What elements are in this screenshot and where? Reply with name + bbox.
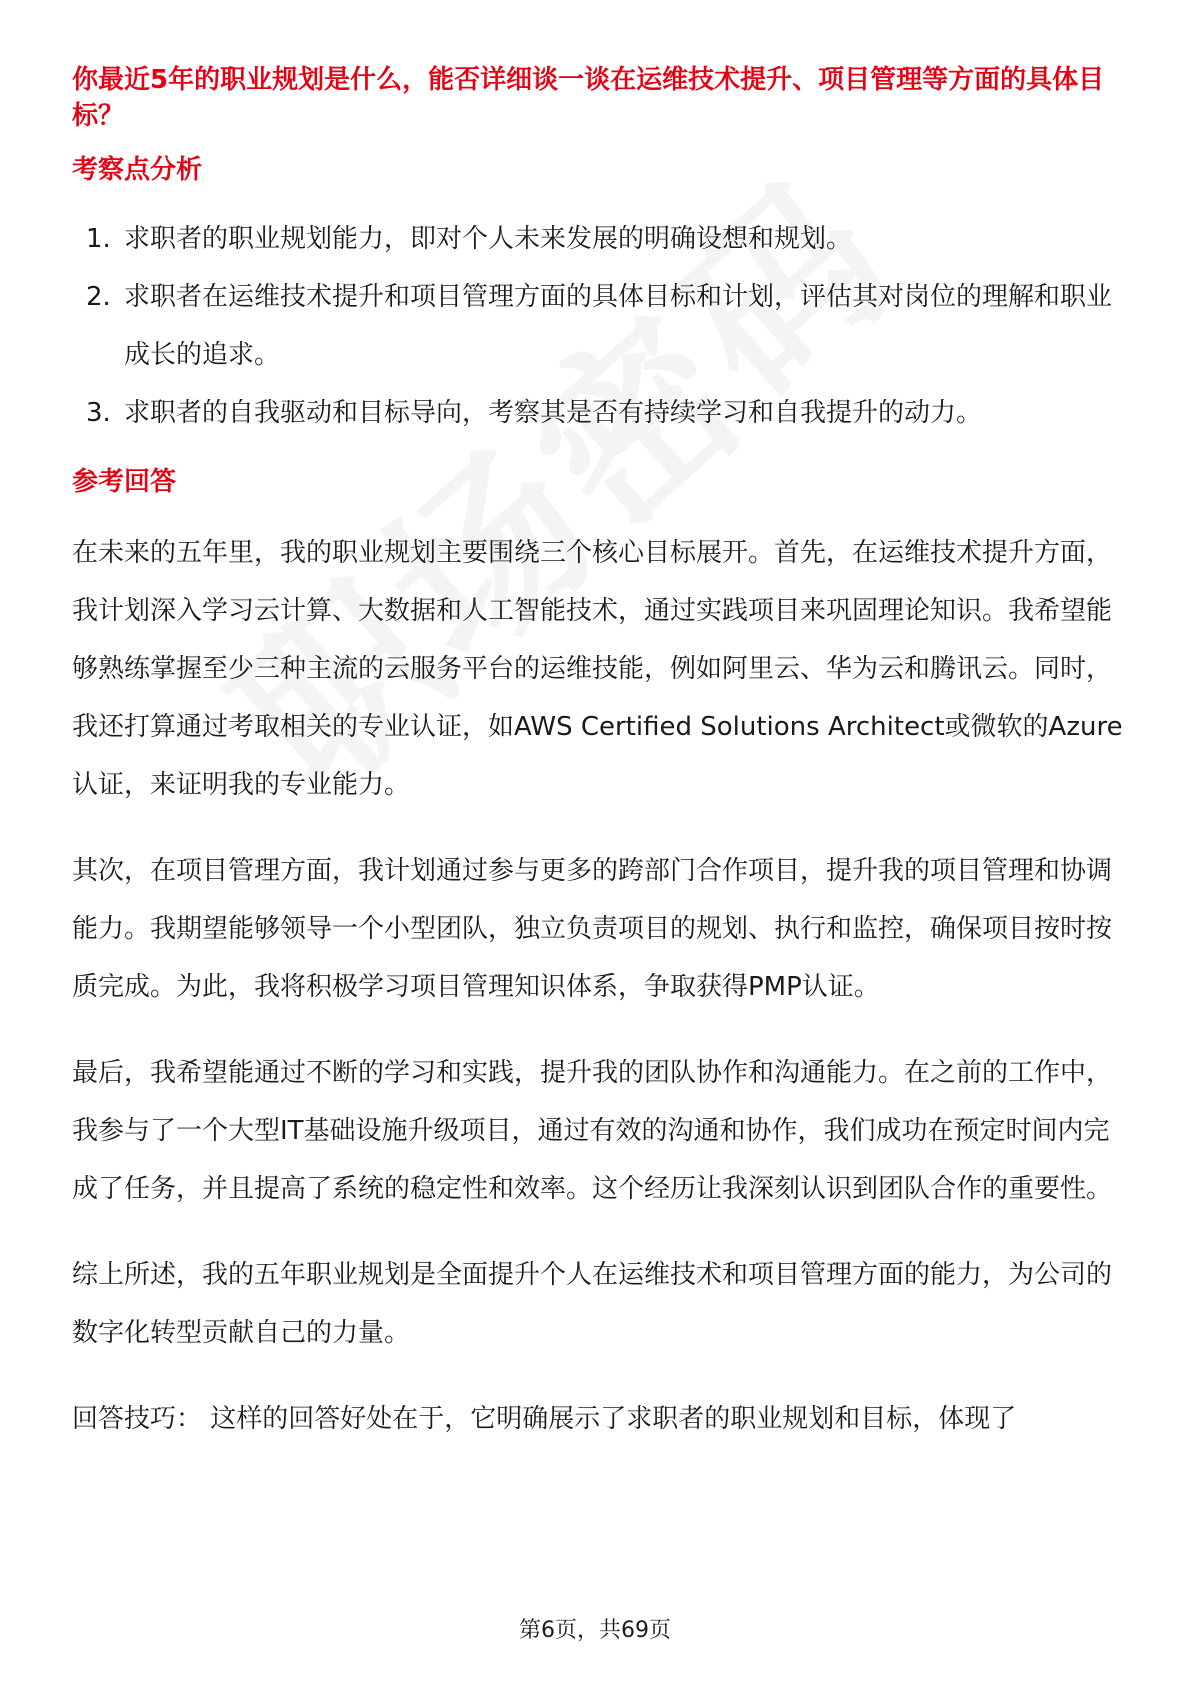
answer-paragraph: 其次，在项目管理方面，我计划通过参与更多的跨部门合作项目，提升我的项目管理和协调能力。我期望能够领导一个小型团队，独立负责项目的规划、执行和监控，确保项目按时按质完成。为此，我将积极学习项目管理知识体系，争取获得PMP认证。 [72, 856, 1113, 1002]
page-number: 第6页，共69页 [519, 1618, 671, 1643]
list-item-number: 2. [86, 282, 111, 312]
reference-title: 参考回答 [72, 467, 177, 497]
list-item-text: 求职者在运维技术提升和项目管理方面的具体目标和计划，评估其对岗位的理解和职业成长的追求。 [124, 282, 1113, 370]
answer-paragraph: 在未来的五年里，我的职业规划主要围绕三个核心目标展开。首先，在运维技术提升方面，我计划深入学习云计算、大数据和人工智能技术，通过实践项目来巩固理论知识。我希望能够熟练掌握至少三种主流的云服务平台的运维技能，例如阿里云、华为云和腾讯云。同时，我还打算通过考取相关的专业认证，如AWS Certified Solutions Architect或微软的Azure认证，来证明我的专业能力。 [72, 538, 1123, 800]
analysis-list [72, 210, 1132, 442]
list-item-text: 求职者的职业规划能力，即对个人未来发展的明确设想和规划。 [124, 224, 853, 254]
list-item-text: 求职者的自我驱动和目标导向，考察其是否有持续学习和自我提升的动力。 [124, 398, 983, 428]
list-item [72, 268, 1132, 384]
analysis-title: 考察点分析 [72, 155, 203, 185]
answer-paragraph: 综上所述，我的五年职业规划是全面提升个人在运维技术和项目管理方面的能力，为公司的数字化转型贡献自己的力量。 [72, 1260, 1113, 1348]
list-item [72, 210, 1132, 268]
list-item [72, 384, 1132, 442]
content [72, 62, 1132, 1448]
answer-tips-paragraph: 回答技巧： 这样的回答好处在于，它明确展示了求职者的职业规划和目标，体现了 [72, 1404, 1017, 1434]
answer-paragraph: 最后，我希望能通过不断的学习和实践，提升我的团队协作和沟通能力。在之前的工作中，我参与了一个大型IT基础设施升级项目，通过有效的沟通和协作，我们成功在预定时间内完成了任务，并且提高了系统的稳定性和效率。这个经历让我深刻认识到团队合作的重要性。 [72, 1058, 1113, 1204]
list-item-number: 3. [86, 398, 111, 428]
question-heading: 你最近5年的职业规划是什么，能否详细谈一谈在运维技术提升、项目管理等方面的具体目标？ [72, 65, 1105, 131]
list-item-number: 1. [86, 224, 111, 254]
